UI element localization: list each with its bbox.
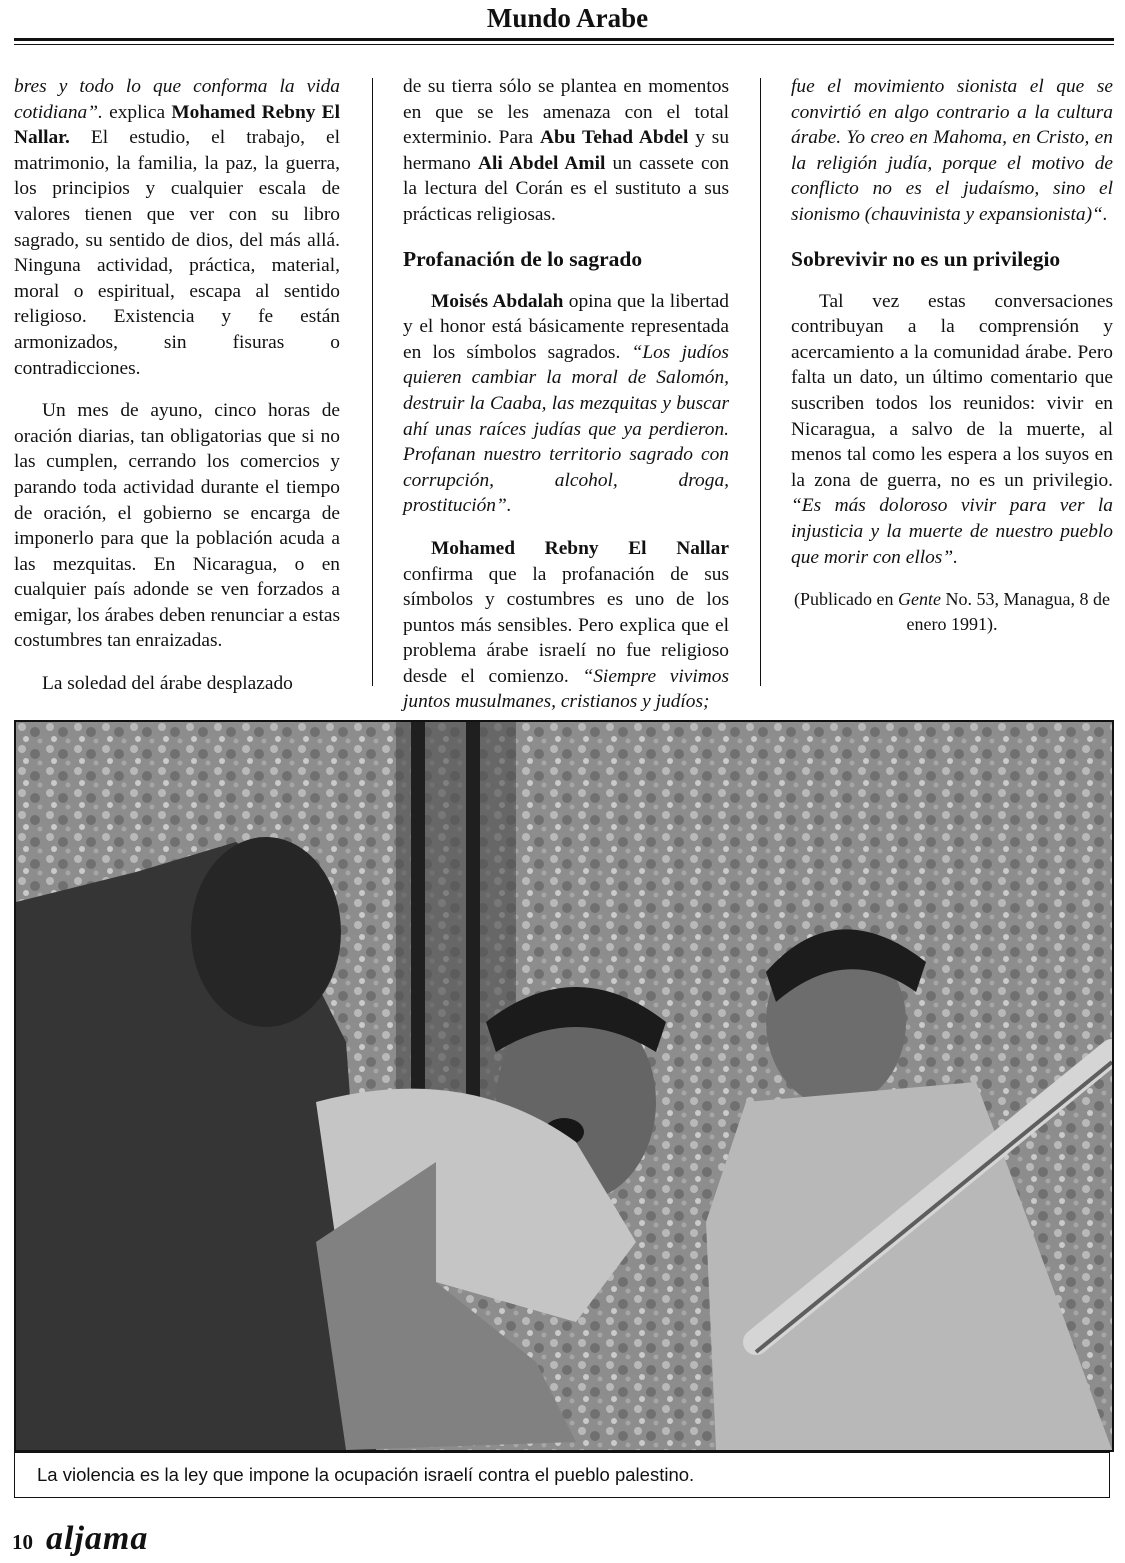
section-header (0, 0, 1125, 36)
article-column-2 (403, 74, 729, 732)
paragraph (403, 536, 729, 715)
news-photo (14, 720, 1114, 1452)
header-rule-thin (14, 44, 1114, 45)
quote-text: “Los judíos quieren cambiar la moral de Salomón, destruir la Caaba, las mezquitas y buscar ahí unas raíces judías que ya perdieron. Profanan nuestro territorio sagrado con corrupción, alcohol, droga, prostitución”. (403, 341, 729, 517)
quote-text: bres y todo lo que conforma la vida cotidiana”. (14, 76, 340, 123)
text: El estudio, el trabajo, el matrimonio, la familia, la paz, la guerra, los principios y cualquier escala de valores tienen que ver con su libro sagrado, su sentido de dios, del más allá. Ninguna actividad, práctica, material, moral o espiritual, escapa al sentido religioso. Existencia y fe están armonizados, sin fisuras o contradicciones. (14, 127, 340, 379)
text: confirma que la profanación de sus símbolos y costumbres es uno de los puntos más sensibles. Pero explica que el problema árabe israelí no fue religioso desde el comienzo. (403, 563, 729, 687)
page-number: 10 (12, 1530, 33, 1554)
paragraph: Un mes de ayuno, cinco horas de oración diarias, tan obligatorias que si no las cumplen, cerrando los comercios y parando toda actividad durante el tiempo de oración, el gobierno se encarga de imponerlo para que la población acuda a las mezquitas. En Nicaragua, o en cualquier país adonde se ven forzados a emigar, los árabes deben renunciar a estas costumbres tan enraizadas. (14, 400, 340, 652)
quote-text: fue el movimiento sionista el que se convirtió en algo contrario a la cultura árabe. Yo creo en Mahoma, en Cristo, en la religión judía, porque el motivo de conflicto no es el judaísmo, sino el sionismo (chauvinista y expansionista)“. (791, 76, 1113, 225)
publication-credit (791, 587, 1113, 637)
paragraph (403, 74, 729, 228)
person-name: Mohamed Rebny El Nallar. (14, 101, 340, 149)
paragraph (791, 289, 1113, 571)
paragraph: La soledad del árabe desplazado (42, 673, 293, 695)
text: un cassete con la lectura del Corán es el sustituto a sus prácticas religiosas. (403, 152, 729, 225)
article-column-3 (791, 74, 1113, 654)
text: (Publicado en (794, 589, 899, 610)
header-rule (14, 38, 1114, 41)
photo-illustration (16, 722, 1112, 1450)
person-name: Ali Abdel Amil (477, 152, 606, 174)
text: explica (102, 101, 172, 123)
photo-caption: La violencia es la ley que impone la ocupación israelí contra el pueblo palestino. (37, 1464, 695, 1485)
text: opina que la libertad y el honor está básicamente representada en los símbolos sagrados. (403, 290, 730, 363)
text: de su tierra sólo se plantea en momentos en que se les amenaza con el total exterminio. Para (403, 76, 729, 149)
person-name: Mohamed Rebny El Nallar (431, 537, 729, 559)
quote-text: “Es más doloroso vivir para ver la injusticia y la muerte de nuestro pueblo que morir con ellos”. (791, 495, 1113, 568)
magazine-logo: aljama (46, 1520, 149, 1557)
quote-text: “Siempre vivimos juntos musulmanes, cristianos y judíos; (403, 665, 729, 713)
text: Tal vez estas conversaciones contribuyan a la comprensión y acercamiento a la comunidad árabe. Pero falta un dato, un último comentario que suscriben todos los reunidos: vivir en Nicaragua, a salvo de la muerte, al menos tal como les espera a los suyos en la zona de guerra, no es un privilegio. (791, 290, 1113, 491)
section-title: Mundo Arabe (486, 3, 649, 33)
text: No. 53, Managua, 8 de enero 1991). (906, 589, 1110, 635)
person-name: Moisés Abdalah (431, 290, 564, 312)
column-divider (372, 78, 373, 686)
article-column-1 (14, 74, 340, 714)
column-divider (760, 78, 761, 686)
photo-caption-box (14, 1452, 1110, 1498)
person-name: Abu Tehad Abdel (539, 127, 689, 149)
paragraph (791, 74, 1113, 228)
text: y su hermano (403, 127, 730, 174)
paragraph (403, 289, 729, 519)
publication-name: Gente (898, 589, 941, 610)
paragraph (14, 74, 340, 381)
subheading: Sobrevivir no es un privilegio (791, 246, 1061, 271)
subheading: Profanación de lo sagrado (403, 246, 643, 271)
